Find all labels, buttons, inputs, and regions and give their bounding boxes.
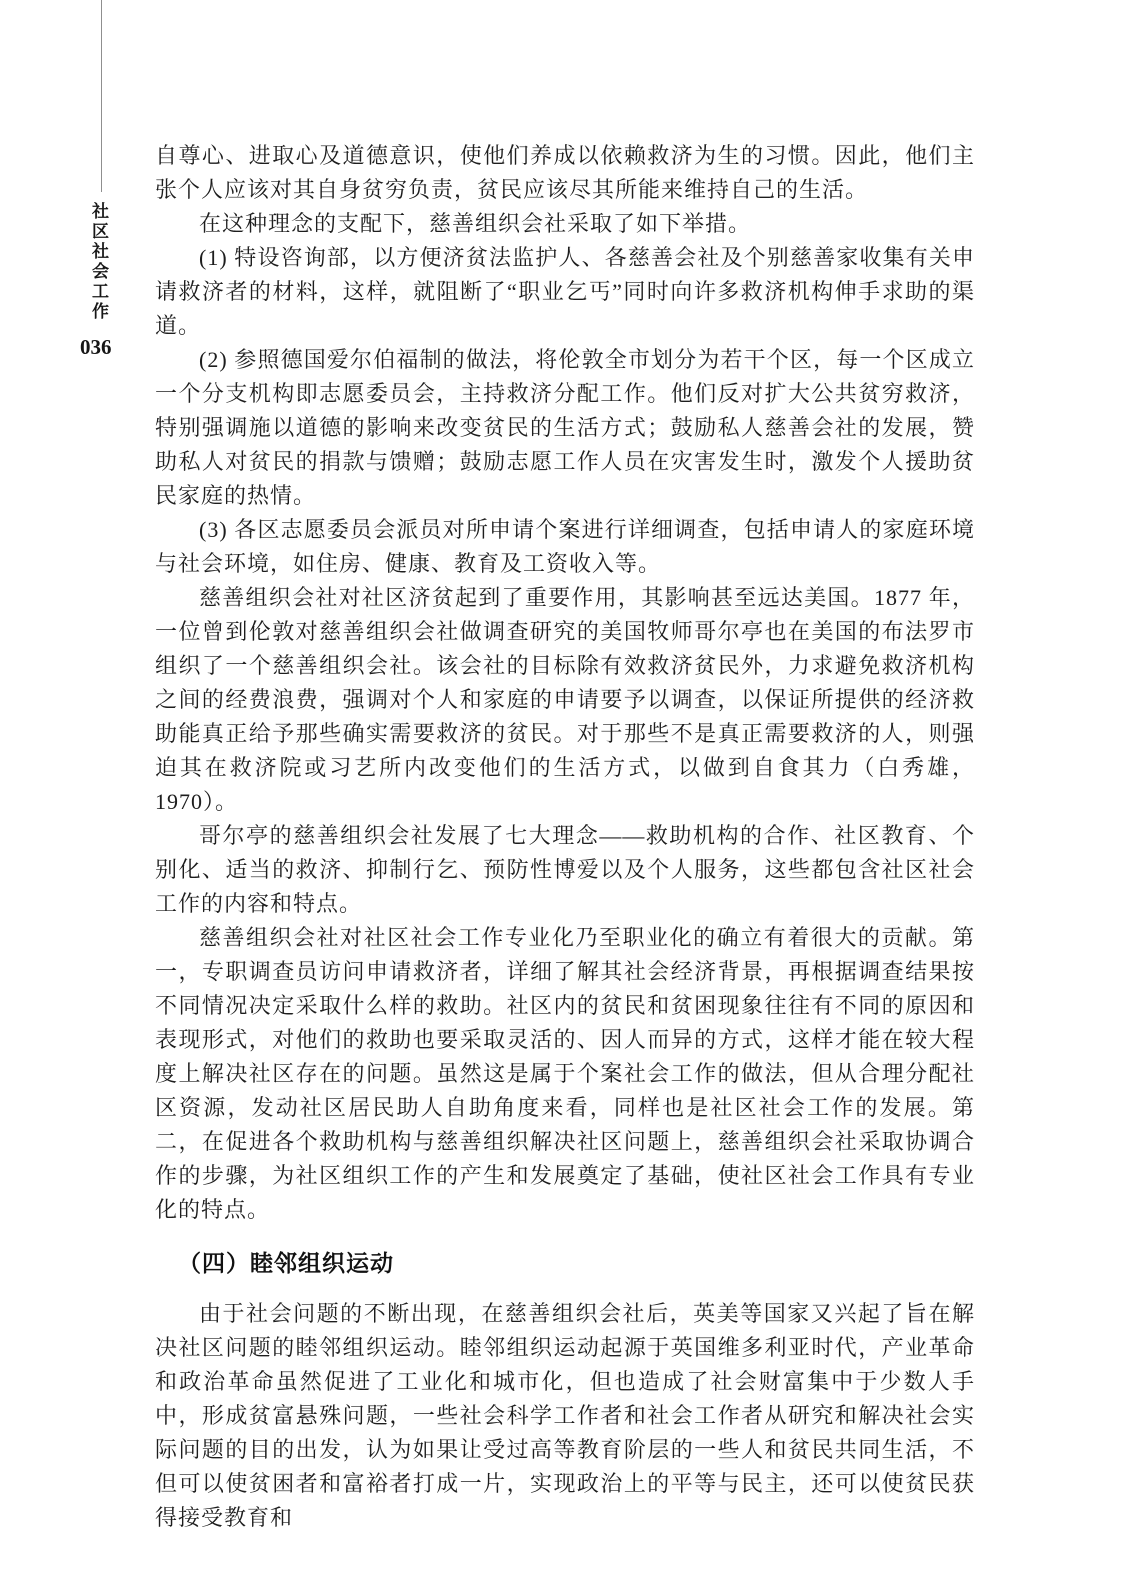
paragraph-list-item-1: (1) 特设咨询部，以方便济贫法监护人、各慈善会社及个别慈善家收集有关申请救济者的材料，这样，就阻断了“职业乞丐”同时向许多救济机构伸手求助的渠道。 (155, 245, 975, 338)
paragraph-list-item-2: (2) 参照德国爱尔伯福制的做法，将伦敦全市划分为若干个区，每一个区成立一个分支机构即志愿委员会，主持救济分配工作。他们反对扩大公共贫穷救济，特别强调施以道德的影响来改变贫民的生活方式；鼓励私人慈善会社的发展，赞助私人对贫民的捐款与馈赠；鼓励志愿工作人员在灾害发生时，激发个人援助贫民家庭的热情。 (155, 347, 975, 508)
paragraph: 由于社会问题的不断出现，在慈善组织会社后，英美等国家又兴起了旨在解决社区问题的睦邻组织运动。睦邻组织运动起源于英国维多利亚时代，产业革命和政治革命虽然促进了工业化和城市化，但也造成了社会财富集中于少数人手中，形成贫富悬殊问题，一些社会科学工作者和社会工作者从研究和解决社会实际问题的目的出发，认为如果让受过高等教育阶层的一些人和贫民共同生活，不但可以使贫困者和富裕者打成一片，实现政治上的平等与民主，还可以使贫民获得接受教育和 (155, 1301, 975, 1530)
section-heading: （四）睦邻组织运动 (178, 1250, 394, 1276)
page-number: 036 (80, 335, 112, 359)
paragraph-list-item-3: (3) 各区志愿委员会派员对所申请个案进行详细调查，包括申请人的家庭环境与社会环境，如住房、健康、教育及工资收入等。 (155, 517, 975, 576)
paragraph-continuation: 自尊心、进取心及道德意识，使他们养成以依赖救济为生的习惯。因此，他们主张个人应该对其自身贫穷负责，贫民应该尽其所能来维持自己的生活。 (155, 143, 975, 202)
paragraph: 慈善组织会社对社区社会工作专业化乃至职业化的确立有着很大的贡献。第一，专职调查员访问申请救济者，详细了解其社会经济背景，再根据调查结果按不同情况决定采取什么样的救助。社区内的贫民和贫困现象往往有不同的原因和表现形式，对他们的救助也要采取灵活的、因人而异的方式，这样才能在较大程度上解决社区存在的问题。虽然这是属于个案社会工作的做法，但从合理分配社区资源，发动社区居民助人自助角度来看，同样也是社区社会工作的发展。第二，在促进各个救助机构与慈善组织解决社区问题上，慈善组织会社采取协调合作的步骤，为社区组织工作的产生和发展奠定了基础，使社区社会工作具有专业化的特点。 (155, 925, 975, 1222)
paragraph: 在这种理念的支配下，慈善组织会社采取了如下举措。 (199, 211, 752, 236)
sidebar-rule (101, 0, 102, 192)
book-title-vertical: 社区社会工作 (89, 202, 108, 322)
page-content (155, 139, 975, 1535)
paragraph: 哥尔亭的慈善组织会社发展了七大理念——救助机构的合作、社区教育、个别化、适当的救济、抑制行乞、预防性博爱以及个人服务，这些都包含社区社会工作的内容和特点。 (155, 823, 975, 916)
paragraph: 慈善组织会社对社区济贫起到了重要作用，其影响甚至远达美国。1877 年，一位曾到伦敦对慈善组织会社做调查研究的美国牧师哥尔亭也在美国的布法罗市组织了一个慈善组织会社。该会社的目标除有效救济贫民外，力求避免救济机构之间的经费浪费，强调对个人和家庭的申请要予以调查，以保证所提供的经济救助能真正给予那些确实需要救济的贫民。对于那些不是真正需要救济的人，则强迫其在救济院或习艺所内改变他们的生活方式，以做到自食其力（白秀雄，1970）。 (155, 585, 975, 814)
